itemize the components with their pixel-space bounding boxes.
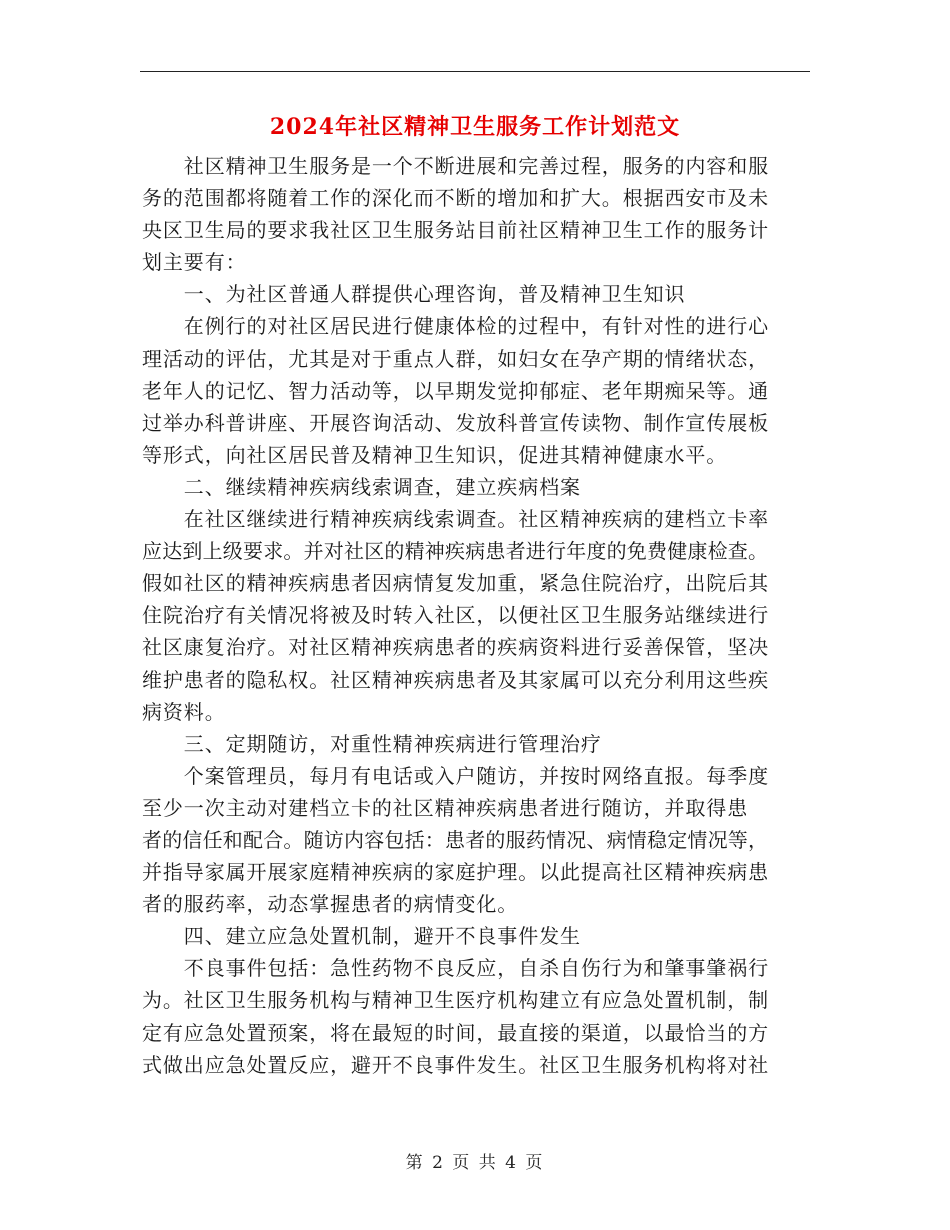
document-title: 2024年社区精神卫生服务工作计划范文 — [269, 114, 681, 140]
body-text-line: 病资料。 — [142, 699, 226, 724]
body-text-line: 等形式，向社区居民普及精神卫生知识，促进其精神健康水平。 — [142, 442, 728, 467]
body-text-line: 假如社区的精神疾病患者因病情复发加重，紧急住院治疗，出院后其 — [142, 571, 769, 596]
page-number-footer: 第 2 页 共 4 页 — [405, 1153, 545, 1173]
body-text-line: 个案管理员，每月有电话或入户随访，并按时网络直报。每季度 — [142, 763, 769, 788]
body-text-line: 理活动的评估，尤其是对于重点人群，如妇女在孕产期的情绪状态， — [142, 346, 769, 371]
body-text-line: 央区卫生局的要求我社区卫生服务站目前社区精神卫生工作的服务计 — [142, 218, 769, 243]
body-text-line: 社区精神卫生服务是一个不断进展和完善过程，服务的内容和服 — [142, 154, 769, 178]
header-rule — [140, 71, 810, 72]
body-text-line: 务的范围都将随着工作的深化而不断的增加和扩大。根据西安市及未 — [142, 186, 769, 211]
body-text-line: 应达到上级要求。并对社区的精神疾病患者进行年度的免费健康检查。 — [142, 539, 769, 564]
body-text-line: 在社区继续进行精神疾病线索调查。社区精神疾病的建档立卡率 — [142, 507, 769, 532]
body-text-line: 式做出应急处置反应，避开不良事件发生。社区卫生服务机构将对社 — [142, 1052, 769, 1077]
body-text-line: 至少一次主动对建档立卡的社区精神疾病患者进行随访，并取得患 — [142, 795, 749, 820]
body-text-line: 过举办科普讲座、开展咨询活动、发放科普宣传读物、制作宣传展板 — [142, 410, 769, 435]
body-text-line: 者的服药率，动态掌握患者的病情变化。 — [142, 892, 519, 917]
body-text-line: 住院治疗有关情况将被及时转入社区，以便社区卫生服务站继续进行 — [142, 603, 769, 628]
document-body — [142, 150, 804, 1081]
body-text-line: 为。社区卫生服务机构与精神卫生医疗机构建立有应急处置机制，制 — [142, 988, 769, 1013]
body-text-line: 三、定期随访，对重性精神疾病进行管理治疗 — [142, 731, 602, 756]
body-text-line: 定有应急处置预案，将在最短的时间，最直接的渠道，以最恰当的方 — [142, 1020, 769, 1045]
body-text-line: 老年人的记忆、智力活动等，以早期发觉抑郁症、老年期痴呆等。通 — [142, 378, 769, 403]
body-text-line: 在例行的对社区居民进行健康体检的过程中，有针对性的进行心 — [142, 314, 769, 339]
body-text-line: 不良事件包括：急性药物不良反应，自杀自伤行为和肇事肇祸行 — [142, 956, 769, 981]
body-text-line: 并指导家属开展家庭精神疾病的家庭护理。以此提高社区精神疾病患 — [142, 860, 769, 885]
body-text-line: 划主要有： — [142, 250, 247, 275]
body-text-line: 社区康复治疗。对社区精神疾病患者的疾病资料进行妥善保管，坚决 — [142, 635, 769, 660]
body-text-line: 一、为社区普通人群提供心理咨询，普及精神卫生知识 — [142, 282, 686, 307]
body-text-line: 四、建立应急处置机制，避开不良事件发生 — [142, 924, 581, 949]
body-text-line: 二、继续精神疾病线索调查，建立疾病档案 — [142, 474, 581, 499]
body-text-line: 者的信任和配合。随访内容包括：患者的服药情况、病情稳定情况等， — [142, 827, 769, 852]
body-text-line: 维护患者的隐私权。社区精神疾病患者及其家属可以充分利用这些疾 — [142, 667, 769, 692]
